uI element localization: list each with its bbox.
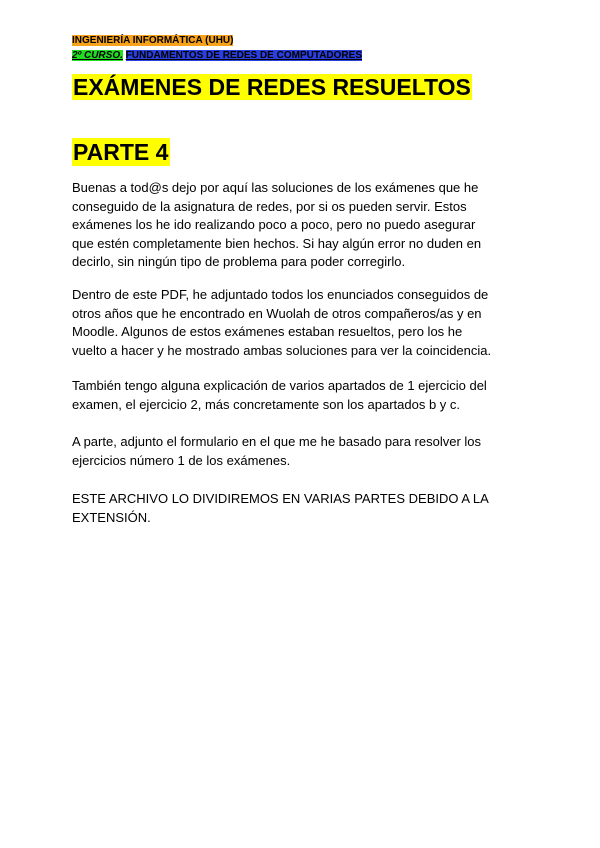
document-title: EXÁMENES DE REDES RESUELTOS xyxy=(73,74,471,100)
paragraph-intro xyxy=(72,179,542,272)
paragraph-formulary xyxy=(72,433,542,470)
degree-label: INGENIERÍA INFORMÁTICA (UHU) xyxy=(72,35,234,46)
text-line: ESTE ARCHIVO LO DIVIDIREMOS EN VARIAS PARTES DEBIDO A LA xyxy=(72,491,489,506)
text-line: conseguido de la asignatura de redes, por si os pueden servir. Estos xyxy=(72,198,467,214)
text-line: que estén completamente bien hechos. Si hay algún error no duden en xyxy=(72,235,482,251)
text-line: vuelto a hacer y he mostrado ambas soluciones para ver la coincidencia. xyxy=(72,342,492,358)
part-title: PARTE 4 xyxy=(73,139,169,165)
text-line: otros años que he encontrado en Wuolah de otros compañeros/as y en xyxy=(72,305,482,321)
header-course xyxy=(72,50,362,62)
subject-label: FUNDAMENTOS DE REDES DE COMPUTADORES xyxy=(125,50,362,61)
text-line: decirlo, sin ningún tipo de problema para poder corregirlo. xyxy=(72,254,406,269)
text-line: A parte, adjunto el formulario en el que me he basado para resolver los xyxy=(72,434,482,449)
paragraph-split-notice xyxy=(72,490,542,527)
text-line: Buenas a tod@s dejo por aquí las soluciones de los exámenes que he xyxy=(72,180,479,195)
text-line: exámenes los he ido realizando poco a poco, pero no puedo asegurar xyxy=(72,217,476,232)
header-degree xyxy=(72,35,233,47)
text-line: examen, el ejercicio 2, más concretamente son los apartados b y c. xyxy=(72,396,461,412)
paragraph-explanations xyxy=(72,377,542,414)
course-label: 2º CURSO. xyxy=(72,50,123,61)
text-line: Dentro de este PDF, he adjuntado todos los enunciados conseguidos de xyxy=(72,287,489,302)
paragraph-pdf-contents xyxy=(72,286,542,360)
text-line: ejercicios número 1 de los exámenes. xyxy=(72,452,291,468)
text-line: EXTENSIÓN. xyxy=(72,509,151,525)
text-line: Moodle. Algunos de estos exámenes estaban resueltos, pero los he xyxy=(72,324,463,339)
text-line: También tengo alguna explicación de varios apartados de 1 ejercicio del xyxy=(72,378,487,393)
